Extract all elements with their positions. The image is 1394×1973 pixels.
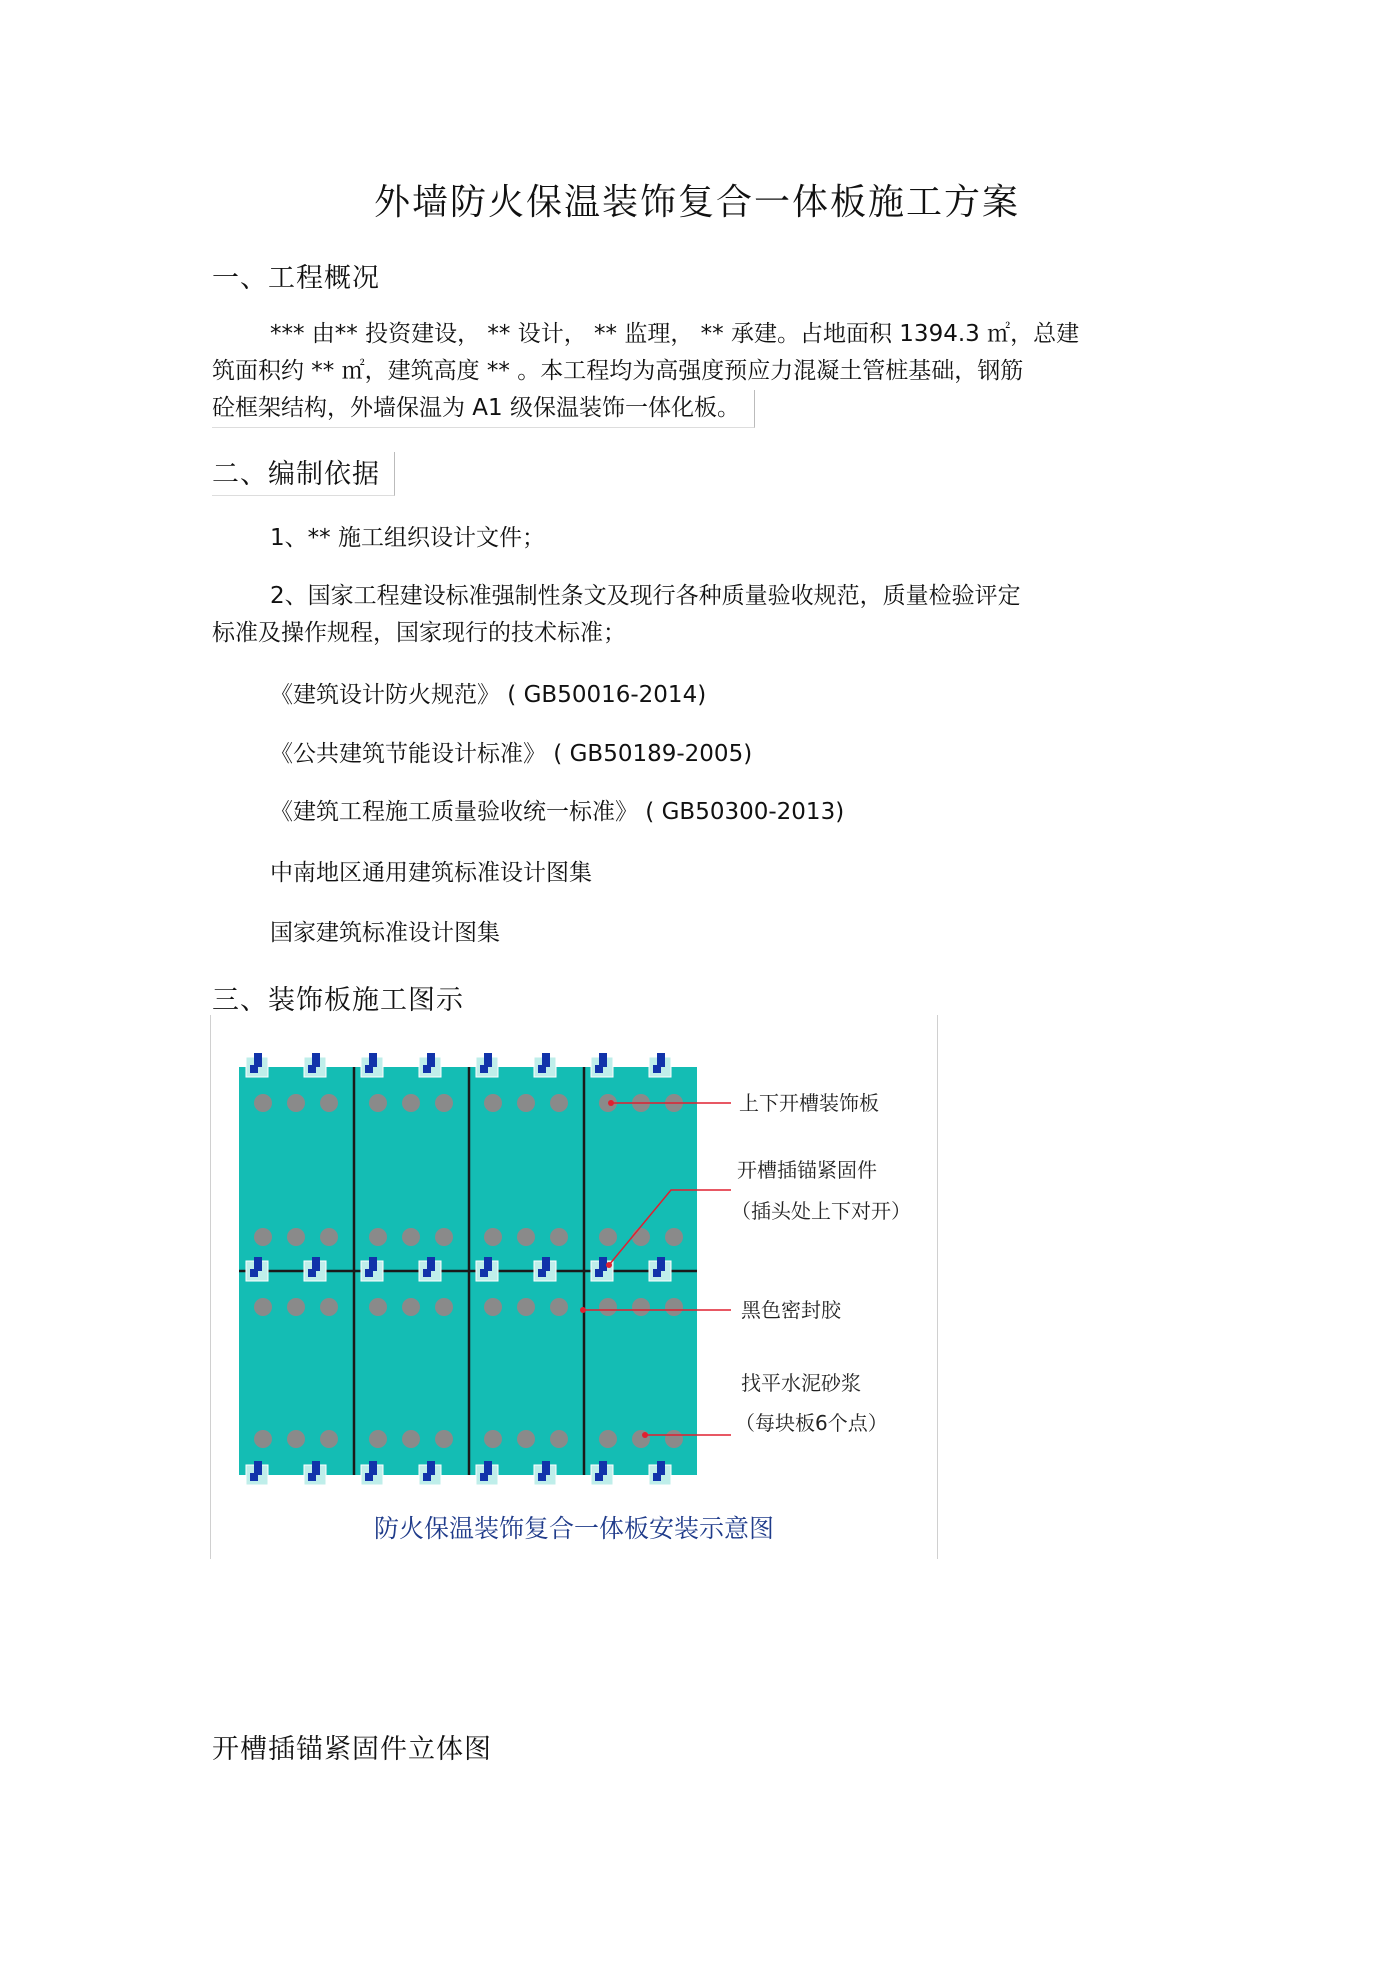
leader-dot-mortar [642, 1432, 648, 1438]
clip-foot [653, 1065, 661, 1073]
clip-foot [250, 1473, 258, 1481]
clip-foot [595, 1473, 603, 1481]
clip-foot [308, 1065, 316, 1073]
mortar-dot [320, 1094, 338, 1112]
clip-head [484, 1257, 492, 1271]
mortar-dot [550, 1430, 568, 1448]
mortar-dot [287, 1228, 305, 1246]
mortar-dot [599, 1298, 617, 1316]
standard-3: 《建筑工程施工质量验收统一标准》 ( GB50300-2013) [270, 799, 845, 825]
mortar-dot [484, 1298, 502, 1316]
label-mortar-2: （每块板6个点） [735, 1411, 888, 1435]
label-panel: 上下开槽装饰板 [739, 1091, 879, 1115]
mortar-dot [435, 1298, 453, 1316]
clip-head [599, 1461, 607, 1475]
mortar-dot [484, 1094, 502, 1112]
mortar-dot [402, 1228, 420, 1246]
leader-dot-panel [608, 1100, 614, 1106]
clip-head [427, 1461, 435, 1475]
clip-foot [538, 1473, 546, 1481]
basis-item-2-line-2: 标准及操作规程，国家现行的技术标准； [212, 620, 626, 646]
overview-line-2: 筑面积约 ** ㎡，建筑高度 ** 。本工程均为高强度预应力混凝土管桩基础，钢筋 [212, 358, 1024, 384]
mortar-dot [287, 1094, 305, 1112]
clip-foot [653, 1269, 661, 1277]
clip-head [254, 1257, 262, 1271]
clip-foot [365, 1473, 373, 1481]
clip-head [427, 1053, 435, 1067]
mortar-dot [665, 1430, 683, 1448]
clip-foot [538, 1269, 546, 1277]
heading-fastener-3d: 开槽插锚紧固件立体图 [212, 1734, 492, 1765]
mortar-dot [435, 1094, 453, 1112]
mortar-dot [550, 1228, 568, 1246]
mortar-dot [632, 1228, 650, 1246]
clip-foot [308, 1473, 316, 1481]
clip-head [369, 1461, 377, 1475]
mortar-dot [320, 1298, 338, 1316]
mortar-dot [254, 1094, 272, 1112]
clip-head [657, 1461, 665, 1475]
clip-head [312, 1257, 320, 1271]
mortar-dot [517, 1228, 535, 1246]
mortar-dot [484, 1430, 502, 1448]
clip-foot [365, 1269, 373, 1277]
mortar-dot [369, 1430, 387, 1448]
label-fastener-1: 开槽插锚紧固件 [737, 1158, 877, 1182]
clip-head [254, 1461, 262, 1475]
clip-foot [365, 1065, 373, 1073]
mortar-dot [435, 1430, 453, 1448]
clip-head [484, 1053, 492, 1067]
mortar-dot [599, 1228, 617, 1246]
mortar-dot [550, 1094, 568, 1112]
mortar-dot [287, 1298, 305, 1316]
clip-foot [480, 1269, 488, 1277]
clip-head [369, 1053, 377, 1067]
clip-foot [423, 1473, 431, 1481]
heading-overview: 一、工程概况 [212, 263, 380, 294]
clip-head [599, 1053, 607, 1067]
standard-5: 国家建筑标准设计图集 [270, 920, 500, 946]
heading-diagram: 三、装饰板施工图示 [212, 985, 464, 1016]
clip-foot [480, 1065, 488, 1073]
heading-basis: 二、编制依据 [212, 452, 395, 496]
basis-item-1: 1、** 施工组织设计文件； [270, 525, 545, 551]
clip-head [657, 1053, 665, 1067]
clip-foot [250, 1065, 258, 1073]
label-mortar-1: 找平水泥砂浆 [741, 1371, 861, 1395]
mortar-dot [287, 1430, 305, 1448]
standard-4: 中南地区通用建筑标准设计图集 [270, 860, 592, 886]
diagram-svg [211, 1015, 937, 1559]
clip-foot [423, 1269, 431, 1277]
clip-foot [480, 1473, 488, 1481]
mortar-dot [402, 1430, 420, 1448]
clip-foot [423, 1065, 431, 1073]
clip-head [542, 1257, 550, 1271]
clip-head [312, 1461, 320, 1475]
clip-head [484, 1461, 492, 1475]
installation-diagram [210, 1015, 938, 1559]
label-sealant: 黑色密封胶 [741, 1298, 841, 1322]
leader-dot-sealant [580, 1307, 586, 1313]
overview-line-3: 砼框架结构，外墙保温为 A1 级保温装饰一体化板。 [212, 390, 755, 428]
mortar-dot [254, 1430, 272, 1448]
mortar-dot [254, 1228, 272, 1246]
page-title: 外墙防火保温装饰复合一体板施工方案 [373, 182, 1020, 223]
clip-foot [595, 1065, 603, 1073]
mortar-dot [517, 1094, 535, 1112]
mortar-dot [632, 1430, 650, 1448]
clip-foot [538, 1065, 546, 1073]
mortar-dot [320, 1228, 338, 1246]
clip-head [369, 1257, 377, 1271]
clip-foot [250, 1269, 258, 1277]
mortar-dot [665, 1298, 683, 1316]
leader-dot-fastener [606, 1262, 612, 1268]
mortar-dot [402, 1094, 420, 1112]
mortar-dot [369, 1094, 387, 1112]
clip-head [599, 1257, 607, 1271]
clip-foot [653, 1473, 661, 1481]
overview-line-1: *** 由** 投资建设， ** 设计， ** 监理， ** 承建。占地面积 1394.3 ㎡，总建 [270, 321, 1080, 347]
basis-item-2-line-1: 2、国家工程建设标准强制性条文及现行各种质量验收规范，质量检验评定 [270, 583, 1021, 609]
mortar-dot [254, 1298, 272, 1316]
clip-foot [308, 1269, 316, 1277]
label-fastener-2: （插头处上下对开） [731, 1199, 911, 1223]
clip-foot [595, 1269, 603, 1277]
mortar-dot [320, 1430, 338, 1448]
mortar-dot [517, 1430, 535, 1448]
mortar-dot [435, 1228, 453, 1246]
clip-head [542, 1053, 550, 1067]
mortar-dot [550, 1298, 568, 1316]
mortar-dot [599, 1430, 617, 1448]
mortar-dot [369, 1298, 387, 1316]
clip-head [254, 1053, 262, 1067]
mortar-dot [402, 1298, 420, 1316]
clip-head [312, 1053, 320, 1067]
diagram-caption: 防火保温装饰复合一体板安装示意图 [373, 1514, 775, 1543]
mortar-dot [369, 1228, 387, 1246]
standard-1: 《建筑设计防火规范》 ( GB50016-2014) [270, 682, 707, 708]
clip-head [657, 1257, 665, 1271]
mortar-dot [665, 1228, 683, 1246]
clip-head [542, 1461, 550, 1475]
mortar-dot [484, 1228, 502, 1246]
clip-head [427, 1257, 435, 1271]
standard-2: 《公共建筑节能设计标准》 ( GB50189-2005) [270, 741, 753, 767]
mortar-dot [517, 1298, 535, 1316]
mortar-dot [632, 1298, 650, 1316]
